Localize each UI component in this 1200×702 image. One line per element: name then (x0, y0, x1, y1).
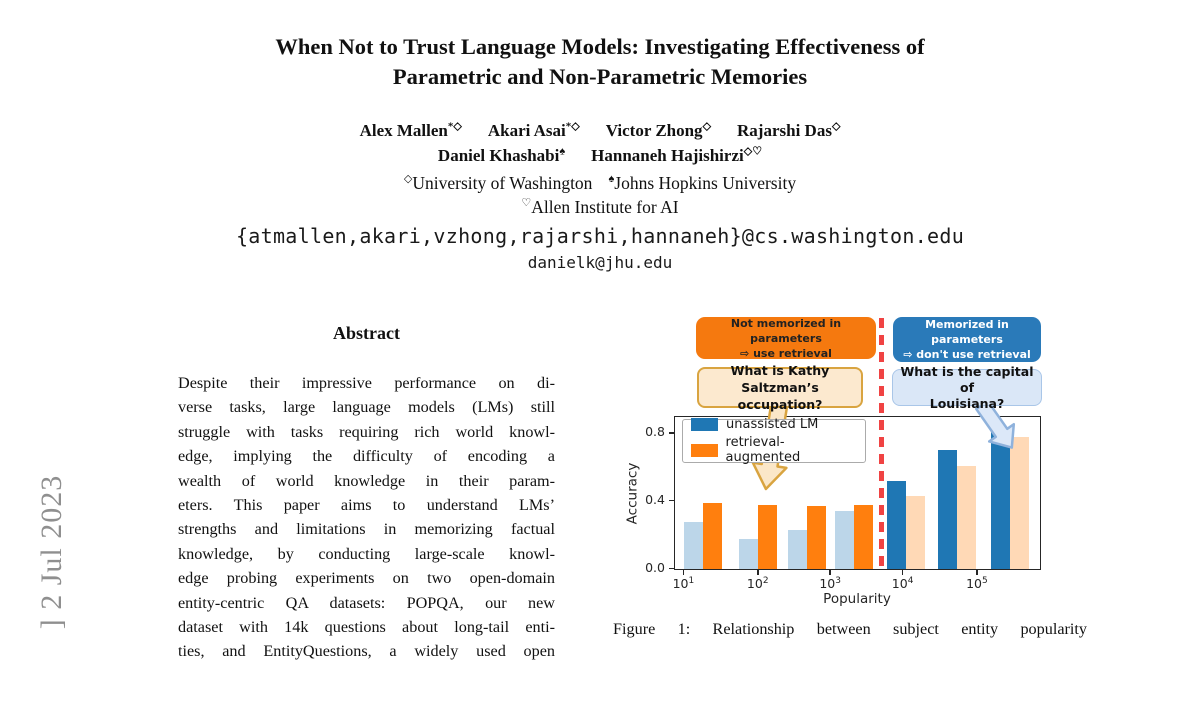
y-tick-mark (669, 568, 674, 570)
bar-unassisted-lm (684, 522, 703, 570)
bar-retrieval-augmented (854, 505, 873, 570)
x-tick-label (738, 576, 778, 591)
question-right-line1: What is the capital of (900, 363, 1034, 395)
x-tick-exp: 4 (907, 576, 914, 586)
bar-retrieval-augmented (703, 503, 722, 569)
title-line-2: Parametric and Non-Parametric Memories (392, 64, 808, 89)
affiliation (404, 173, 593, 193)
legend-swatch-ra (691, 444, 718, 457)
x-tick-exp: 1 (688, 576, 695, 586)
author (606, 121, 711, 140)
legend-label-ra: retrieval-augmented (725, 435, 801, 465)
x-tick-label (810, 576, 850, 591)
bar-unassisted-lm (739, 539, 758, 570)
y-tick-label: 0.8 (645, 423, 665, 439)
x-axis-label: Popularity (823, 591, 891, 607)
affiliation-row-2 (0, 196, 1200, 218)
x-tick-exp: 5 (981, 576, 988, 586)
x-tick-base: 10 (966, 576, 982, 592)
question-left-line2: Saltzman’s occupation? (737, 380, 823, 412)
x-tick-label (883, 576, 923, 591)
email-line-1: {atmallen,akari,vzhong,rajarshi,hannaneh}@cs.washington.edu (235, 224, 965, 248)
author (360, 121, 462, 140)
author-name: Rajarshi Das (737, 120, 832, 140)
author-name: Daniel Khashabi (437, 145, 560, 165)
bar-unassisted-lm (835, 511, 854, 569)
author-name: Hannaneh Hajishirzi (591, 145, 744, 165)
author (591, 146, 762, 165)
email-line-2: danielk@jhu.edu (527, 253, 673, 272)
abstract-body (178, 371, 555, 664)
figure-caption: Figure 1: Relationship between subject entity popularity (613, 620, 1087, 638)
bar-retrieval-augmented (807, 506, 826, 569)
banner-left-line2: ⇨ use retrieval (740, 346, 832, 360)
affiliation-name: Allen Institute for AI (531, 196, 679, 217)
authors-row-1 (0, 119, 1200, 141)
affiliation-mark: ♡ (521, 197, 532, 209)
legend-label-lm: unassisted LM (726, 417, 819, 432)
abstract-line: entity-centric QA datasets: POPQA, our new (178, 593, 555, 612)
author-affiliation-marks: ♠ (559, 145, 566, 157)
author-name: Akari Asai (487, 120, 566, 140)
legend-swatch-lm (691, 418, 718, 431)
arxiv-stamp: ] 2 Jul 2023 (35, 474, 68, 630)
question-left-line1: What is Kathy (730, 363, 830, 378)
y-tick-mark (669, 432, 674, 434)
abstract-line: edge, implying the difficulty of encoding a (178, 447, 555, 466)
author-name: Alex Mallen (359, 120, 448, 140)
author-affiliation-marks: ◇ (831, 120, 841, 132)
legend (682, 419, 866, 463)
bar-retrieval-augmented (906, 496, 925, 569)
author-name: Victor Zhong (605, 120, 703, 140)
legend-item (691, 435, 857, 465)
abstract-line: verse tasks, large language models (LMs) still (178, 398, 555, 417)
x-tick-mark (902, 570, 904, 575)
banner-left-line1: Not memorized in parameters (730, 316, 842, 345)
abstract-line: strengths and limitations in memorizing factual (178, 520, 555, 539)
authors-row-2 (0, 144, 1200, 166)
banner-not-memorized (696, 317, 876, 359)
affiliation-name: University of Washington (412, 172, 593, 193)
x-tick-mark (683, 570, 685, 575)
x-tick-label (957, 576, 997, 591)
bar-unassisted-lm (887, 481, 906, 569)
abstract-line: Despite their impressive performance on di- (178, 374, 555, 392)
divider-dashed-line (879, 318, 884, 571)
author-affiliation-marks: ◇ (702, 120, 712, 132)
y-tick-label: 0.4 (645, 491, 665, 507)
affiliation-name: Johns Hopkins University (614, 172, 797, 193)
bar-retrieval-augmented (957, 466, 976, 570)
affiliation-mark: ◇ (403, 173, 413, 185)
author (438, 146, 565, 165)
question-box-left (697, 363, 863, 412)
question-box-right (892, 363, 1042, 411)
banner-right-line2: ⇨ don't use retrieval (903, 348, 1031, 361)
bar-retrieval-augmented (758, 505, 777, 570)
title-line-1: When Not to Trust Language Models: Investigating Effectiveness of (275, 34, 925, 59)
author-affiliation-marks: ◇♡ (743, 145, 763, 157)
abstract-line: wealth of world knowledge in their param- (178, 471, 555, 490)
x-tick-mark (829, 570, 831, 575)
x-tick-base: 10 (819, 576, 836, 592)
question-right-line2: Louisiana? (929, 395, 1005, 411)
abstract-line: dataset with 14k questions about long-tail enti- (178, 617, 555, 636)
abstract-line: struggle with tasks requiring rich world knowl- (178, 422, 555, 441)
x-tick-mark (757, 570, 759, 575)
abstract-heading: Abstract (333, 323, 400, 343)
abstract-line: edge probing experiments on two open-domain (178, 569, 555, 588)
bar-retrieval-augmented (1010, 437, 1029, 569)
callout-arrow-right-icon (920, 402, 1010, 472)
page-title (0, 32, 1200, 92)
x-tick-label (663, 576, 703, 591)
affiliation-mark: ♠ (608, 173, 615, 185)
author (737, 121, 840, 140)
author (488, 121, 580, 140)
x-tick-mark (976, 570, 978, 575)
x-tick-exp: 2 (762, 576, 769, 586)
x-tick-base: 10 (891, 576, 908, 592)
bar-unassisted-lm (788, 530, 807, 569)
affiliation (521, 197, 678, 217)
x-tick-exp: 3 (835, 576, 841, 586)
legend-item (691, 417, 857, 432)
x-tick-base: 10 (746, 576, 763, 592)
author-affiliation-marks: *◇ (447, 120, 462, 132)
abstract-line: ties, and EntityQuestions, a widely used open (178, 642, 555, 661)
y-tick-mark (669, 500, 674, 502)
author-affiliation-marks: *◇ (565, 120, 580, 132)
banner-memorized (893, 317, 1041, 362)
abstract-line: knowledge, by conducting large-scale knowl- (178, 544, 555, 563)
affiliation-row-1 (0, 172, 1200, 194)
y-tick-label: 0.0 (645, 559, 665, 575)
abstract-line: eters. This paper aims to understand LMs’ (178, 495, 555, 514)
banner-right-line1: Memorized in parameters (925, 318, 1009, 346)
y-axis-label: Accuracy (624, 462, 641, 525)
affiliation (608, 173, 796, 193)
x-tick-base: 10 (672, 576, 689, 592)
